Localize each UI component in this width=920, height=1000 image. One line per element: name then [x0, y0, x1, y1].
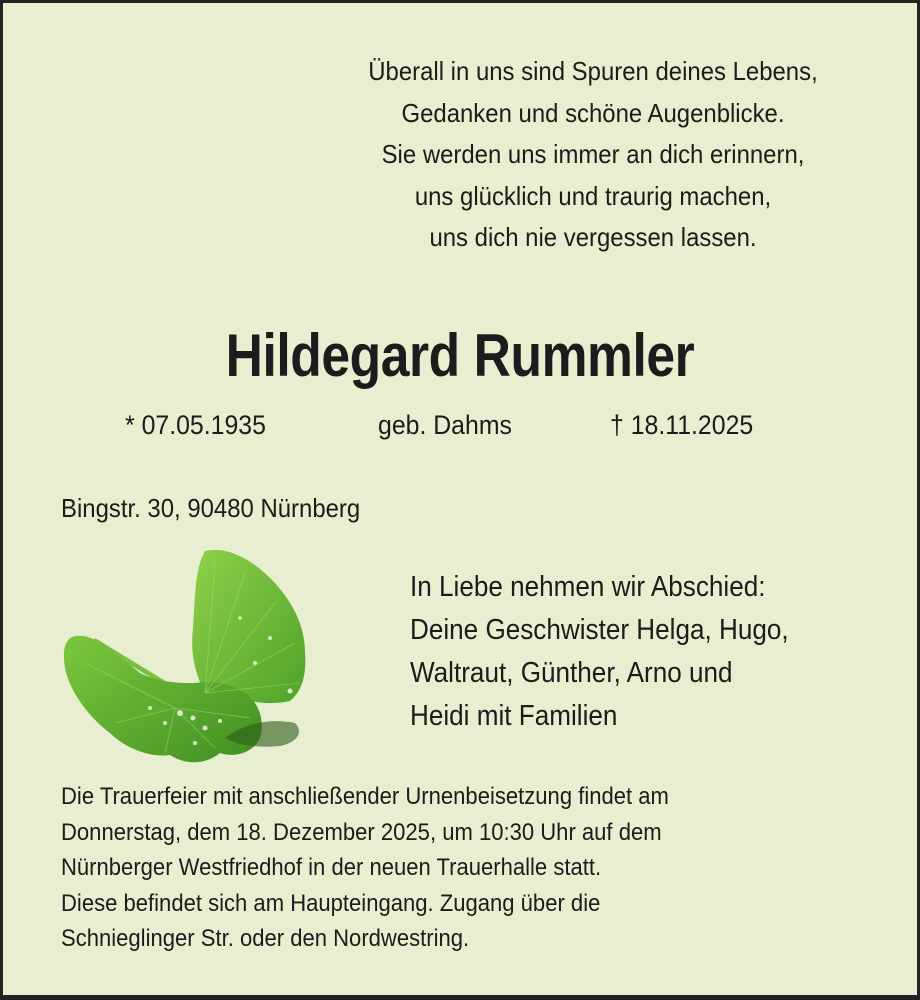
poem-line: Gedanken und schöne Augenblicke. [401, 97, 785, 128]
poem-line: uns dich nie vergessen lassen. [429, 222, 757, 252]
address: Bingstr. 30, 90480 Nürnberg [61, 493, 361, 523]
service-line: Diese befindet sich am Haupteingang. Zugang über die [61, 889, 601, 917]
mourners-line: Waltraut, Günther, Arno und [410, 657, 733, 689]
service-details [61, 779, 669, 957]
maiden-name: geb. Dahms [378, 410, 512, 440]
mourners-text [410, 566, 789, 738]
service-line: Die Trauerfeier mit anschließender Urnenbeisetzung findet am [61, 783, 669, 810]
obituary-card [3, 3, 917, 995]
service-line: Nürnberger Westfriedhof in der neuen Trauerhalle statt. [61, 854, 602, 881]
ginkgo-leaf-icon [55, 543, 320, 768]
mourners-line: Deine Geschwister Helga, Hugo, [410, 614, 789, 646]
death-date: † 18.11.2025 [610, 410, 754, 440]
mourners-line: In Liebe nehmen wir Abschied: [410, 571, 766, 603]
service-line: Donnerstag, dem 18. Dezember 2025, um 10:30 Uhr auf dem [61, 818, 662, 846]
poem-line: Sie werden uns immer an dich erinnern, [381, 139, 805, 169]
birth-date: * 07.05.1935 [125, 410, 266, 440]
mourners-line: Heidi mit Familien [410, 700, 618, 732]
poem-line: uns glücklich und traurig machen, [414, 180, 772, 211]
poem-line: Überall in uns sind Spuren deines Lebens, [368, 56, 818, 86]
service-line: Schnieglinger Str. oder den Nordwestring. [61, 925, 470, 952]
deceased-name: Hildegard Rummler [225, 322, 695, 389]
memorial-poem [299, 51, 888, 259]
